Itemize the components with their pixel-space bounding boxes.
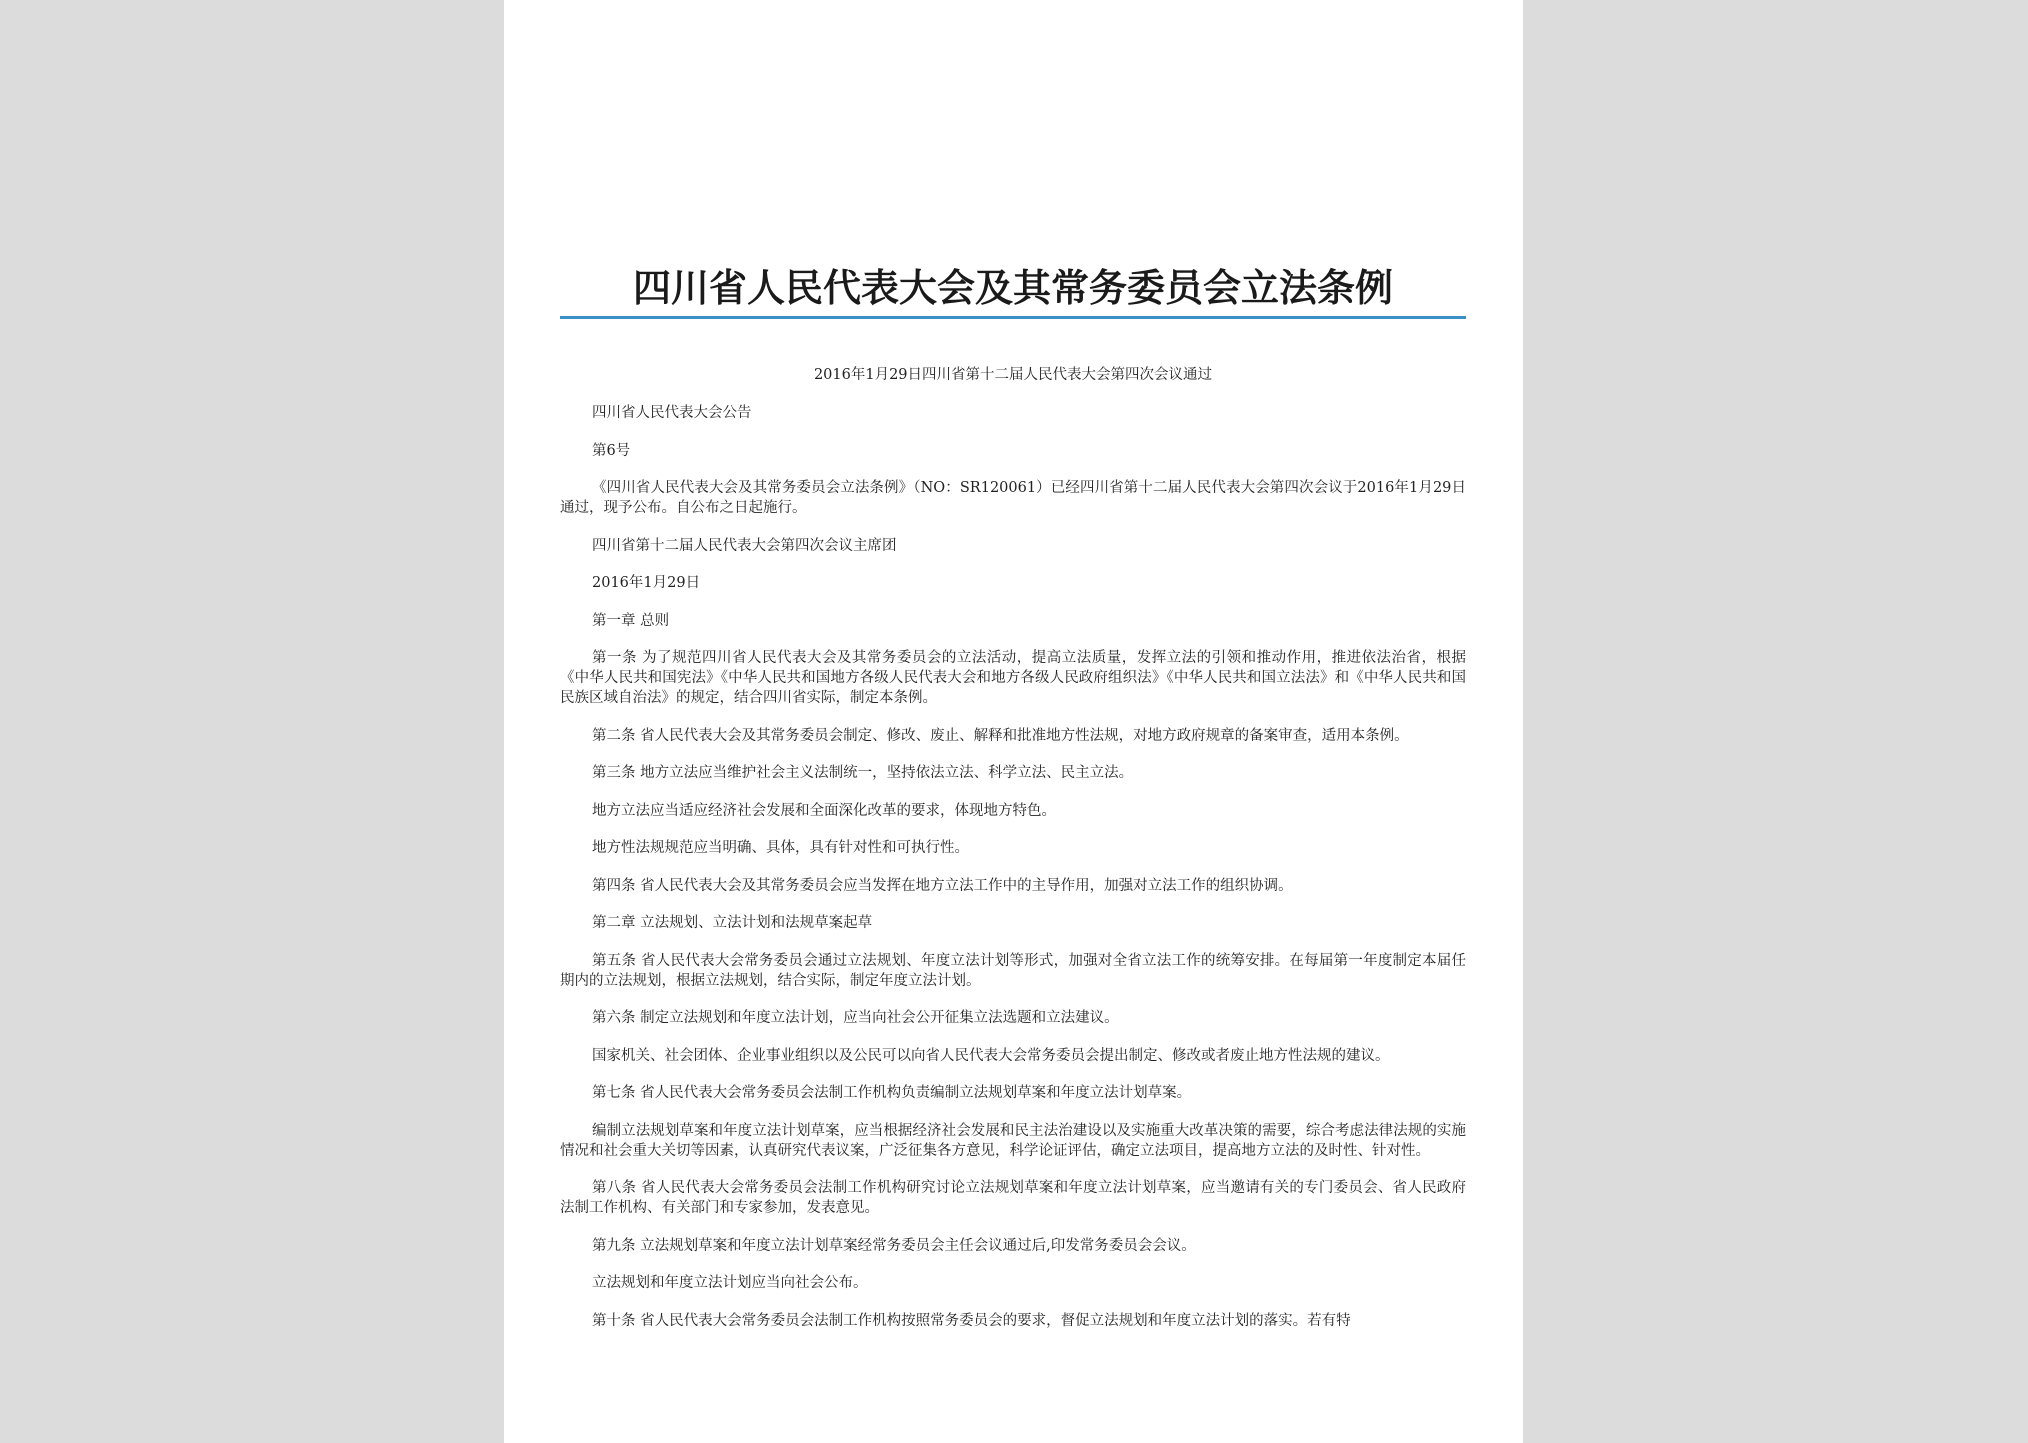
chapter-heading: 第一章 总则 xyxy=(592,612,670,629)
chapter-heading: 第二章 立法规划、立法计划和法规草案起草 xyxy=(592,915,873,931)
article-paragraph: 第六条 制定立法规划和年度立法计划，应当向社会公开征集立法选题和立法建议。 xyxy=(592,1010,1119,1026)
announcement-text: 《四川省人民代表大会及其常务委员会立法条例》（NO：SR120061）已经四川省第十二届人民代表大会第四次会议于2016年1月29日通过，现予公布。自公布之日起施行。 xyxy=(560,480,1466,516)
article-paragraph: 第一条 为了规范四川省人民代表大会及其常务委员会的立法活动，提高立法质量，发挥立法的引领和推动作用，推进依法治省，根据《中华人民共和国宪法》《中华人民共和国地方各级人民代表大会和地方各级人民政府组织法》《中华人民共和国立法法》和《中华人民共和国民族区域自治法》的规定，结合四川省实际，制定本条例。 xyxy=(560,650,1466,706)
article-paragraph: 立法规划和年度立法计划应当向社会公布。 xyxy=(592,1275,868,1291)
article-paragraph: 第三条 地方立法应当维护社会主义法制统一，坚持依法立法、科学立法、民主立法。 xyxy=(592,765,1134,781)
issue-date: 2016年1月29日 xyxy=(592,575,701,591)
announcement-heading: 四川省人民代表大会公告 xyxy=(592,405,752,421)
announcement-number: 第6号 xyxy=(592,442,631,459)
document-body xyxy=(560,365,1466,1348)
issuing-body: 四川省第十二届人民代表大会第四次会议主席团 xyxy=(592,537,897,554)
article-paragraph: 第二条 省人民代表大会及其常务委员会制定、修改、废止、解释和批准地方性法规，对地方政府规章的备案审查，适用本条例。 xyxy=(592,727,1409,744)
article-paragraph: 地方性法规规范应当明确、具体，具有针对性和可执行性。 xyxy=(592,840,969,856)
article-paragraph: 第五条 省人民代表大会常务委员会通过立法规划、年度立法计划等形式，加强对全省立法工作的统筹安排。在每届第一年度制定本届任期内的立法规划，根据立法规划，结合实际，制定年度立法计划。 xyxy=(560,952,1466,989)
title-divider xyxy=(560,316,1466,319)
article-paragraph: 第八条 省人民代表大会常务委员会法制工作机构研究讨论立法规划草案和年度立法计划草案，应当邀请有关的专门委员会、省人民政府法制工作机构、有关部门和专家参加，发表意见。 xyxy=(560,1180,1466,1216)
article-paragraph: 第十条 省人民代表大会常务委员会法制工作机构按照常务委员会的要求，督促立法规划和年度立法计划的落实。若有特 xyxy=(592,1312,1351,1329)
adoption-note: 2016年1月29日四川省第十二届人民代表大会第四次会议通过 xyxy=(813,367,1213,383)
article-paragraph: 国家机关、社会团体、企业事业组织以及公民可以向省人民代表大会常务委员会提出制定、修改或者废止地方性法规的建议。 xyxy=(592,1047,1390,1064)
document-page xyxy=(504,0,1523,1443)
article-paragraph: 地方立法应当适应经济社会发展和全面深化改革的要求，体现地方特色。 xyxy=(592,802,1056,819)
article-paragraph: 第七条 省人民代表大会常务委员会法制工作机构负责编制立法规划草案和年度立法计划草案。 xyxy=(592,1085,1192,1101)
article-paragraph: 编制立法规划草案和年度立法计划草案，应当根据经济社会发展和民主法治建设以及实施重大改革决策的需要，综合考虑法律法规的实施情况和社会重大关切等因素，认真研究代表议案，广泛征集各方意见，科学论证评估，确定立法项目，提高地方立法的及时性、针对性。 xyxy=(560,1122,1466,1159)
document-title: 四川省人民代表大会及其常务委员会立法条例 xyxy=(632,266,1393,310)
article-paragraph: 第九条 立法规划草案和年度立法计划草案经常务委员会主任会议通过后,印发常务委员会会议。 xyxy=(592,1237,1196,1254)
article-paragraph: 第四条 省人民代表大会及其常务委员会应当发挥在地方立法工作中的主导作用，加强对立法工作的组织协调。 xyxy=(592,877,1293,894)
